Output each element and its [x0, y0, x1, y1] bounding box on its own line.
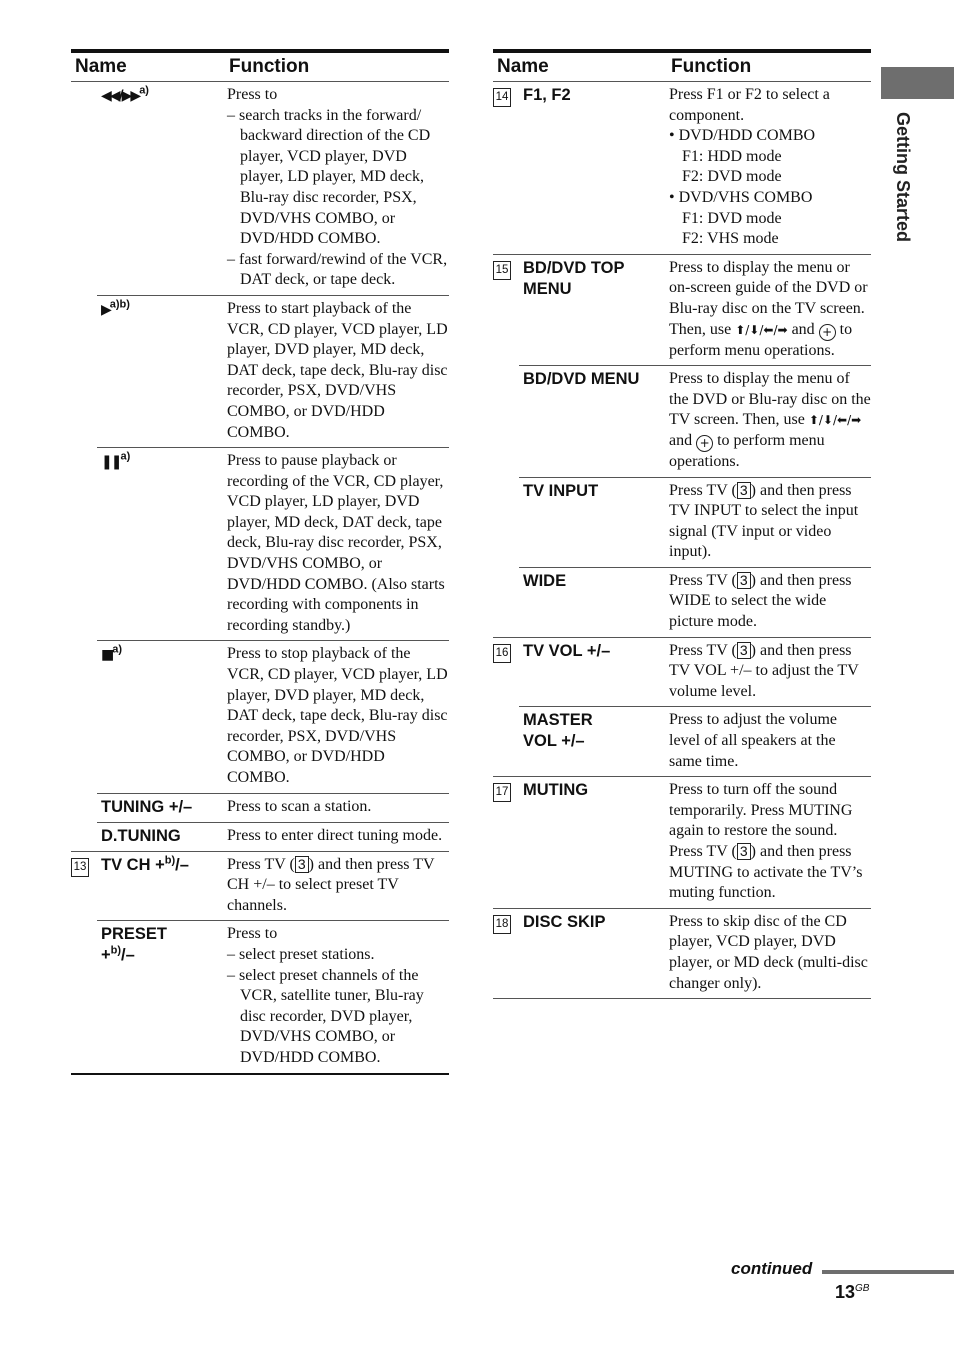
continued-label: continued: [731, 1259, 813, 1278]
table-row: [493, 637, 871, 707]
callout-number-18: 18: [493, 915, 511, 934]
bd-dvd-top-menu-key: BD/DVD TOP MENU: [519, 254, 667, 365]
function-column-header: Function: [667, 51, 871, 82]
tv-key-3-icon: 3: [737, 482, 751, 499]
function-description: Press to stop playback of the VCR, CD player, VCD player, LD player, DVD player, MD deck, DAT deck, tape deck, Blu-ray disc recorder, PSX, DVD/VHS COMBO, or DVD/HDD COMBO.: [225, 641, 449, 793]
table-row: [71, 793, 449, 822]
pause-key: ❚❚$^{a)}$: [97, 448, 225, 641]
section-label: Getting Started: [893, 112, 913, 243]
name-column-header: Name: [71, 51, 225, 82]
tv-vol-key: TV VOL +/–: [519, 637, 667, 707]
function-description: Press to display the menu of the DVD or Blu-ray disc on the TV screen. Then, use ⬆/⬇/⬅/➡ and + to perform menu operations.: [667, 366, 871, 477]
table-row: [493, 254, 871, 365]
function-description: Press TV ( 3 ) and then press TV CH +/– to select preset TV channels.: [225, 851, 449, 921]
stop-icon: ■: [101, 647, 113, 664]
table-row: [493, 477, 871, 567]
wide-key: WIDE: [519, 567, 667, 637]
table-row: [493, 567, 871, 637]
tv-input-key: TV INPUT: [519, 477, 667, 567]
muting-key: MUTING: [519, 777, 667, 909]
rewind-fastforward-key: ◀◀/▶▶$^{a)}$: [97, 82, 225, 296]
tv-key-3-icon: 3: [295, 856, 309, 873]
tv-key-3-icon: 3: [737, 572, 751, 589]
function-description: Press TV ( 3 ) and then press WIDE to select the wide picture mode.: [667, 567, 871, 637]
disc-skip-key: DISC SKIP: [519, 908, 667, 998]
right-function-table: [493, 49, 871, 999]
function-description: Press TV ( 3 ) and then press TV INPUT to select the input signal (TV input or video input).: [667, 477, 871, 567]
function-column-header: Function: [225, 51, 449, 82]
function-description: Press to scan a station.: [225, 793, 449, 822]
play-icon: ▶: [101, 301, 110, 318]
tv-ch-key: TV CH +$^{b)}$/–: [97, 851, 225, 921]
rewind-fastforward-icon: ◀◀/▶▶: [101, 88, 140, 104]
function-description: Press to adjust the volume level of all speakers at the same time.: [667, 707, 871, 777]
tv-key-3-icon: 3: [737, 642, 751, 659]
callout-number-13: 13: [71, 858, 89, 877]
arrow-keys-icon: ⬆/⬇/⬅/➡: [735, 322, 788, 337]
callout-number-16: 16: [493, 644, 511, 663]
preset-key: PRESET +$^{b)}$/–: [97, 921, 225, 1074]
function-description: Press to start playback of the VCR, CD player, VCD player, LD player, DVD player, MD deck, DAT deck, tape deck, Blu-ray disc recorder, PSX, DVD/VHS COMBO, or DVD/HDD COMBO.: [225, 295, 449, 447]
play-key: ▶$^{a)b)}$: [97, 295, 225, 447]
stop-key: ■$^{a)}$: [97, 641, 225, 793]
enter-button-icon: +: [696, 435, 713, 452]
table-row: [71, 295, 449, 447]
table-row: [71, 641, 449, 793]
function-description: Press to turn off the sound temporarily. Press MUTING again to restore the sound. Press TV ( 3 ) and then press MUTING to activate the TV’s muting function.: [667, 777, 871, 909]
table-row: [71, 82, 449, 296]
table-row: [493, 777, 871, 909]
table-row: [493, 366, 871, 477]
table-row: [493, 707, 871, 777]
page-number: $13^{GB}$: [835, 1282, 870, 1302]
callout-number-17: 17: [493, 783, 511, 802]
pause-icon: ❚❚: [101, 454, 121, 471]
table-row: [71, 822, 449, 851]
continued-bar: [822, 1270, 954, 1274]
enter-button-icon: +: [819, 324, 836, 341]
master-vol-key: MASTER VOL +/–: [519, 707, 667, 777]
bd-dvd-menu-key: BD/DVD MENU: [519, 366, 667, 477]
f1-f2-key: F1, F2: [519, 82, 667, 255]
d-tuning-key: D.TUNING: [97, 822, 225, 851]
arrow-keys-icon: ⬆/⬇/⬅/➡: [808, 413, 862, 428]
callout-number-15: 15: [493, 261, 511, 280]
function-description: Press to pause playback or recording of the VCR, CD player, VCD player, LD player, DVD player, MD deck, DAT deck, tape deck, Blu-ray disc recorder, PSX, DVD/VHS COMBO, or DVD/HDD COMBO. (Also starts recording with components in recording standby.): [225, 448, 449, 641]
function-description: Press F1 or F2 to select a component. • DVD/HDD COMBO F1: HDD mode F2: DVD mode • DVD/VHS COMBO F1: DVD mode F2: VHS mode: [667, 82, 871, 255]
function-description: Press to display the menu or on-screen guide of the DVD or Blu-ray disc on the TV screen. Then, use ⬆/⬇/⬅/➡ and + to perform menu operations.: [667, 254, 871, 365]
tuning-key: TUNING +/–: [97, 793, 225, 822]
tv-key-3-icon: 3: [737, 843, 751, 860]
table-row: [71, 921, 449, 1074]
function-description: Press TV ( 3 ) and then press TV VOL +/– to adjust the TV volume level.: [667, 637, 871, 707]
left-function-table: [71, 49, 449, 1075]
callout-number-14: 14: [493, 88, 511, 107]
section-tab-marker: [881, 67, 954, 99]
table-row: [493, 82, 871, 255]
table-row: [71, 448, 449, 641]
name-column-header: Name: [493, 51, 667, 82]
function-description: Press to – select preset stations. – select preset channels of the VCR, satellite tuner, Blu-ray disc recorder, DVD player, DVD/VHS COMBO, or DVD/HDD COMBO.: [225, 921, 449, 1074]
table-row: [71, 851, 449, 921]
function-description: Press to skip disc of the CD player, VCD player, DVD player, or MD deck (multi-disc changer only).: [667, 908, 871, 998]
table-row: [493, 908, 871, 998]
function-description: Press to – search tracks in the forward/ backward direction of the CD player, VCD player, DVD player, LD player, MD deck, Blu-ray disc recorder, PSX, DVD/VHS COMBO, or DVD/HDD COMBO. – fast forward/rewind of the VCR, DAT deck, or tape deck.: [225, 82, 449, 296]
function-description: Press to enter direct tuning mode.: [225, 822, 449, 851]
